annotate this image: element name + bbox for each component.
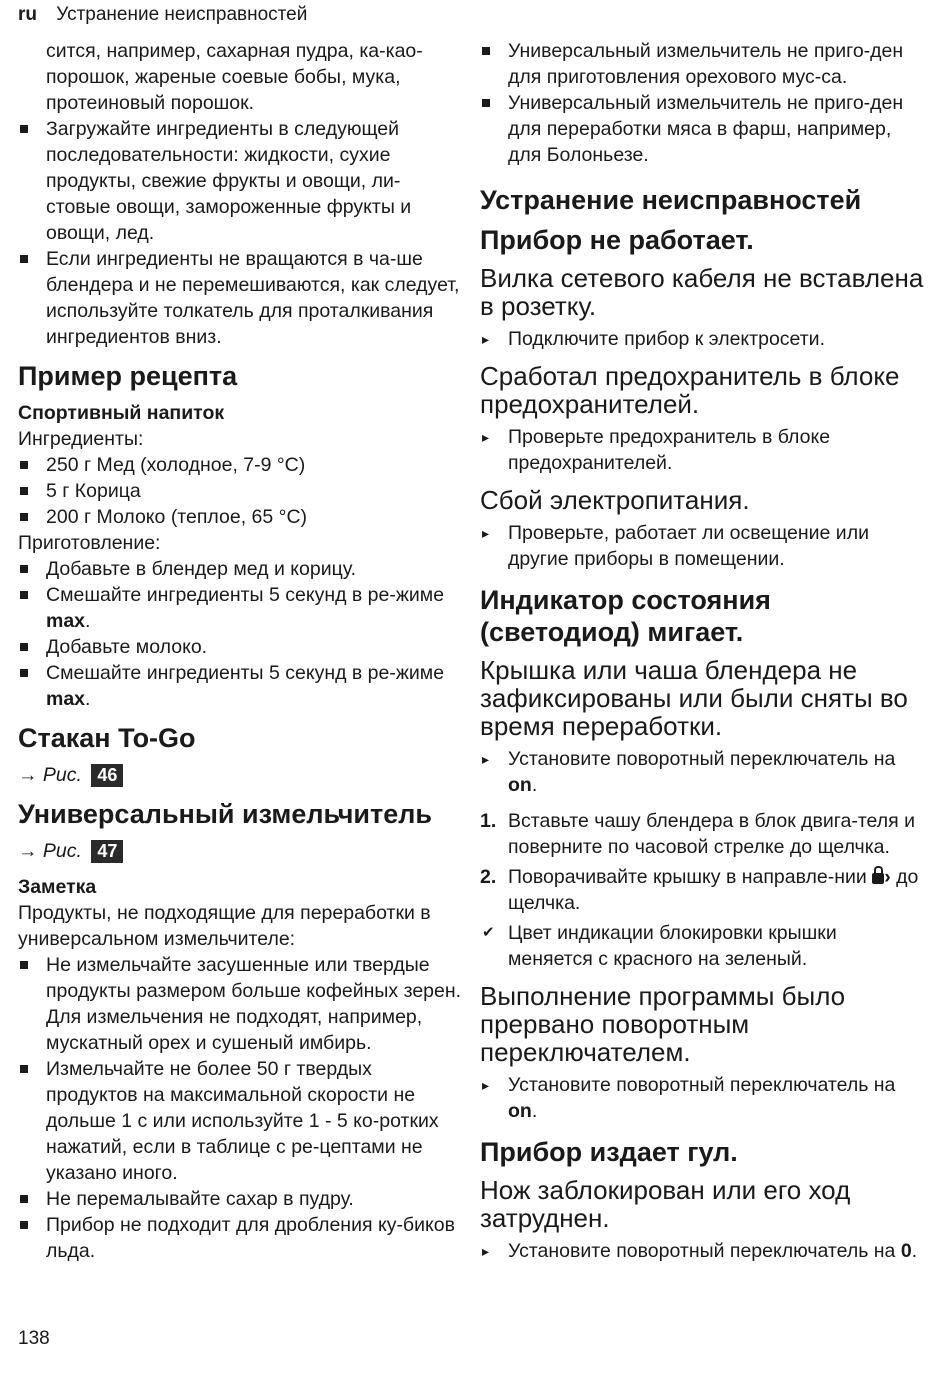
language-code: ru — [18, 4, 37, 25]
remedy-list — [480, 746, 925, 798]
right-column — [480, 38, 925, 1268]
mode-label: max — [46, 688, 86, 710]
cause-heading: Нож заблокирован или его ход затруднен. — [480, 1175, 851, 1233]
page-number: 138 — [18, 1328, 50, 1349]
chopper-restrictions-list — [18, 952, 463, 1264]
figure-number-badge: 47 — [91, 840, 123, 863]
step-item — [480, 808, 925, 860]
figure-reference — [18, 762, 463, 788]
list-item: Если ингредиенты не вращаются в ча-ше блендера и не перемешиваются, как следует, используйте толкатель для проталкивания ингредиентов вниз. — [18, 246, 463, 350]
recipe-heading: Пример рецепта — [18, 361, 238, 391]
cause-heading: Вилка сетевого кабеля не вставлена в розетку. — [480, 263, 924, 321]
togo-heading: Стакан To-Go — [18, 723, 196, 753]
figure-reference — [18, 838, 463, 864]
remedy-end: . — [531, 774, 538, 796]
list-item: Загружайте ингредиенты в следующей последовательности: жидкости, сухие продукты, свежие фрукты и овощи, ли-стовые овощи, замороженные фрукты и овощи, лед. — [18, 116, 463, 246]
mode-label: max — [46, 610, 86, 632]
remedy-item — [480, 1072, 925, 1124]
remedy-item: ▸ Проверьте предохранитель в блоке предохранителей. — [480, 424, 925, 476]
list-item: Прибор не подходит для дробления ку-биков льда. — [18, 1212, 463, 1264]
step-text: Поворачивайте крышку в направле-нии — [508, 866, 873, 888]
cause-heading: Сработал предохранитель в блоке предохранителей. — [480, 361, 900, 419]
switch-position: on — [508, 774, 532, 796]
ingredient-item: 5 г Корица — [18, 478, 463, 504]
step-number: 1. — [480, 810, 497, 832]
remedy-item: ▸ Проверьте, работает ли освещение или другие приборы в помещении. — [480, 520, 925, 572]
preparation-list — [18, 556, 463, 712]
direction-symbol: › — [884, 866, 891, 888]
remedy-item — [480, 1238, 925, 1264]
result-item: ✔ Цвет индикации блокировки крышки меняется с красного на зеленый. — [480, 920, 925, 972]
continued-text: сится, например, сахарная пудра, ка-као-порошок, жареные соевые бобы, мука, протеиновый порошок. — [46, 40, 423, 114]
arrow-icon: → — [18, 764, 38, 786]
step-end: до щелчка. — [508, 866, 919, 914]
ingredients-list — [18, 452, 463, 530]
remedy-list — [480, 424, 925, 476]
step-text: Смешайте ингредиенты 5 секунд в ре-жиме — [46, 662, 445, 684]
remedy-item: ▸ Подключите прибор к электросети. — [480, 326, 925, 352]
remedy-list — [480, 1238, 925, 1264]
troubleshooting-heading: Устранение неисправностей — [480, 185, 862, 215]
steps-list — [480, 808, 925, 916]
remedy-end: . — [911, 1240, 918, 1262]
not-working-heading: Прибор не работает. — [480, 225, 754, 255]
arrow-icon: → — [18, 840, 38, 862]
remedy-item — [480, 746, 925, 798]
list-item: Не измельчайте засушенные или твердые продукты размером больше кофейных зерен. Для измельчения не подходят, например, мускатный орех и сушеный имбирь. — [18, 952, 463, 1056]
cause-heading: Сбой электропитания. — [480, 485, 750, 515]
ingredient-item: 250 г Мед (холодное, 7-9 °C) — [18, 452, 463, 478]
page-header — [18, 2, 307, 28]
ingredient-item: 200 г Молоко (теплое, 65 °C) — [18, 504, 463, 530]
preparation-label: Приготовление: — [18, 532, 161, 554]
step-text: Вставьте чашу блендера в блок двига-теля и поверните по часовой стрелке до щелчка. — [508, 810, 915, 858]
step-end: . — [85, 688, 91, 710]
switch-position: 0 — [900, 1240, 912, 1262]
step-text: Смешайте ингредиенты 5 секунд в ре-жиме — [46, 584, 445, 606]
list-item: Не перемалывайте сахар в пудру. — [18, 1186, 463, 1212]
preparation-step: Добавьте в блендер мед и корицу. — [18, 556, 463, 582]
remedy-text: Установите поворотный переключатель на — [508, 748, 896, 770]
cause-heading: Крышка или чаша блендера не зафиксированы или были сняты во время переработки. — [480, 655, 908, 741]
cause-heading: Выполнение программы было прервано поворотным переключателем. — [480, 981, 846, 1067]
preparation-step: Добавьте молоко. — [18, 634, 463, 660]
preparation-step — [18, 660, 463, 712]
remedy-text: Установите поворотный переключатель на — [508, 1240, 901, 1262]
switch-position: on — [508, 1100, 532, 1122]
note-text: Продукты, не подходящие для переработки в универсальном измельчителе: — [18, 902, 431, 950]
remedy-list — [480, 1072, 925, 1124]
tips-list — [18, 116, 463, 350]
preparation-step — [18, 582, 463, 634]
lock-icon — [872, 873, 884, 884]
figure-label: Рис. — [42, 840, 82, 862]
note-heading: Заметка — [18, 876, 97, 898]
remedy-end: . — [531, 1100, 538, 1122]
chopper-heading: Универсальный измельчитель — [18, 799, 432, 829]
recipe-subheading: Спортивный напиток — [18, 402, 225, 424]
figure-number-badge: 46 — [91, 764, 123, 787]
step-end: . — [85, 610, 91, 632]
list-item: Измельчайте не более 50 г твердых продуктов на максимальной скорости не дольше 1 с или используйте 1 - 5 ко-ротких нажатий, если в таблице с ре-цептами не указано иного. — [18, 1056, 463, 1186]
remedy-text: Установите поворотный переключатель на — [508, 1074, 896, 1096]
led-heading: Индикатор состояния (светодиод) мигает. — [480, 585, 771, 647]
figure-label: Рис. — [42, 764, 82, 786]
ingredients-label: Ингредиенты: — [18, 428, 144, 450]
list-item: Универсальный измельчитель не приго-ден для приготовления орехового мус-са. — [480, 38, 925, 90]
chopper-restrictions-list-cont — [480, 38, 925, 168]
result-list — [480, 920, 925, 972]
remedy-list — [480, 326, 925, 352]
remedy-list — [480, 520, 925, 572]
hum-heading: Прибор издает гул. — [480, 1137, 738, 1167]
header-title: Устранение неисправностей — [56, 4, 308, 25]
step-number: 2. — [480, 866, 497, 888]
step-item — [480, 864, 925, 916]
list-item: Универсальный измельчитель не приго-ден для переработки мяса в фарш, например, для Болоньезе. — [480, 90, 925, 168]
left-column — [18, 38, 463, 1264]
